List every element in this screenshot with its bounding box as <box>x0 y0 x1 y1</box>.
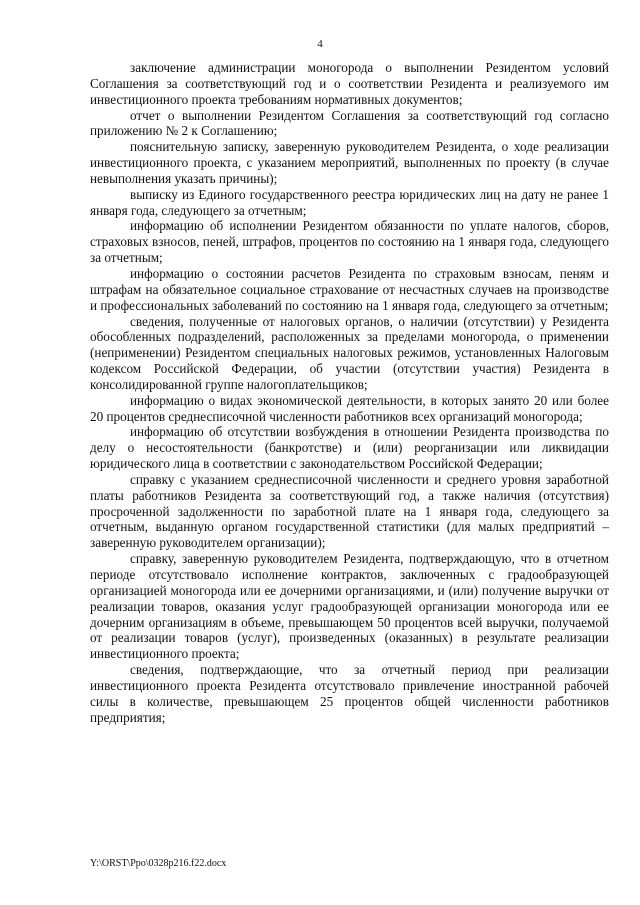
paragraph-insurance-settlements: информацию о состоянии расчетов Резидента по страховым взносам, пеням и штрафам на обязательное социальное страхование от несчастных случаев на производстве и профессиональных заболеваний по состоянию на 1 января года, следующего за отчетным; <box>90 265 609 313</box>
file-path-footer: Y:\ORST\Ppo\0328p216.f22.docx <box>90 858 227 869</box>
paragraph-headcount-salary: справку с указанием среднесписочной численности и среднего уровня заработной платы работников Резидента за соответствующий год, а также наличия (отсутствия) просроченной задолженности по заработной плате на 1 января года, следующего за отчетным, выданную органом государственной статистики (для малых предприятий – заверенную руководителем организации); <box>90 471 609 551</box>
paragraph-performance-report: отчет о выполнении Резидентом Соглашения за соответствующий год согласно приложению № 2 к Соглашению; <box>90 107 609 139</box>
paragraph-bankruptcy-status: информацию об отсутствии возбуждения в отношении Резидента производства по делу о несостоятельности (банкротстве) и (или) реорганизации или ликвидации юридического лица в соответствии с законодательством Российской Федерации; <box>90 424 609 472</box>
document-body <box>90 60 609 725</box>
paragraph-tax-authority-info: сведения, полученные от налоговых органов, о наличии (отсутствии) у Резидента обособленных подразделений, расположенных за пределами моногорода, о применении (неприменении) Резидентом специальных налоговых режимов, установленных Налоговым кодексом Российской Федерации, об участии (отсутствии участия) Резидента в консолидированной группе налогоплательщиков; <box>90 313 609 392</box>
paragraph-foreign-labor: сведения, подтверждающие, что за отчетный период при реализации инвестиционного проекта Резидента отсутствовало привлечение иностранной рабочей силы в количестве, превышающем 25 процентов общей численности работников предприятия; <box>90 662 609 725</box>
page-number: 4 <box>317 38 323 50</box>
paragraph-economic-activities: информацию о видах экономической деятельности, в которых занято 20 или более 20 процентов среднесписочной численности работников всех организаций моногорода; <box>90 392 609 424</box>
paragraph-admin-conclusion: заключение администрации моногорода о выполнении Резидентом условий Соглашения за соответствующий год и о соответствии Резидента и реализуемого им инвестиционного проекта требованиям нормативных документов; <box>90 60 609 107</box>
paragraph-explanatory-note: пояснительную записку, заверенную руководителем Резидента, о ходе реализации инвестиционного проекта, с указанием мероприятий, выполненных по проекту (в случае невыполнения указать причины); <box>90 139 609 186</box>
paragraph-egrul-extract: выписку из Единого государственного реестра юридических лиц на дату не ранее 1 января года, следующего за отчетным; <box>90 186 609 218</box>
paragraph-tax-obligations: информацию об исполнении Резидентом обязанности по уплате налогов, сборов, страховых взносов, пеней, штрафов, процентов по состоянию на 1 января года, следующего за отчетным; <box>90 218 609 266</box>
paragraph-revenue-certificate: справку, заверенную руководителем Резидента, подтверждающую, что в отчетном периоде отсутствовало исполнение контрактов, заключенных с градообразующей организацией моногорода или ее дочерними организациями, и (или) получение выручки от реализации товаров, оказания услуг градообразующей организации моногорода или ее дочерним организациям в объеме, превышающем 50 процентов всей выручки, получаемой от реализации товаров (услуг), произведенных (оказанных) в результате реализации инвестиционного проекта; <box>90 551 609 662</box>
